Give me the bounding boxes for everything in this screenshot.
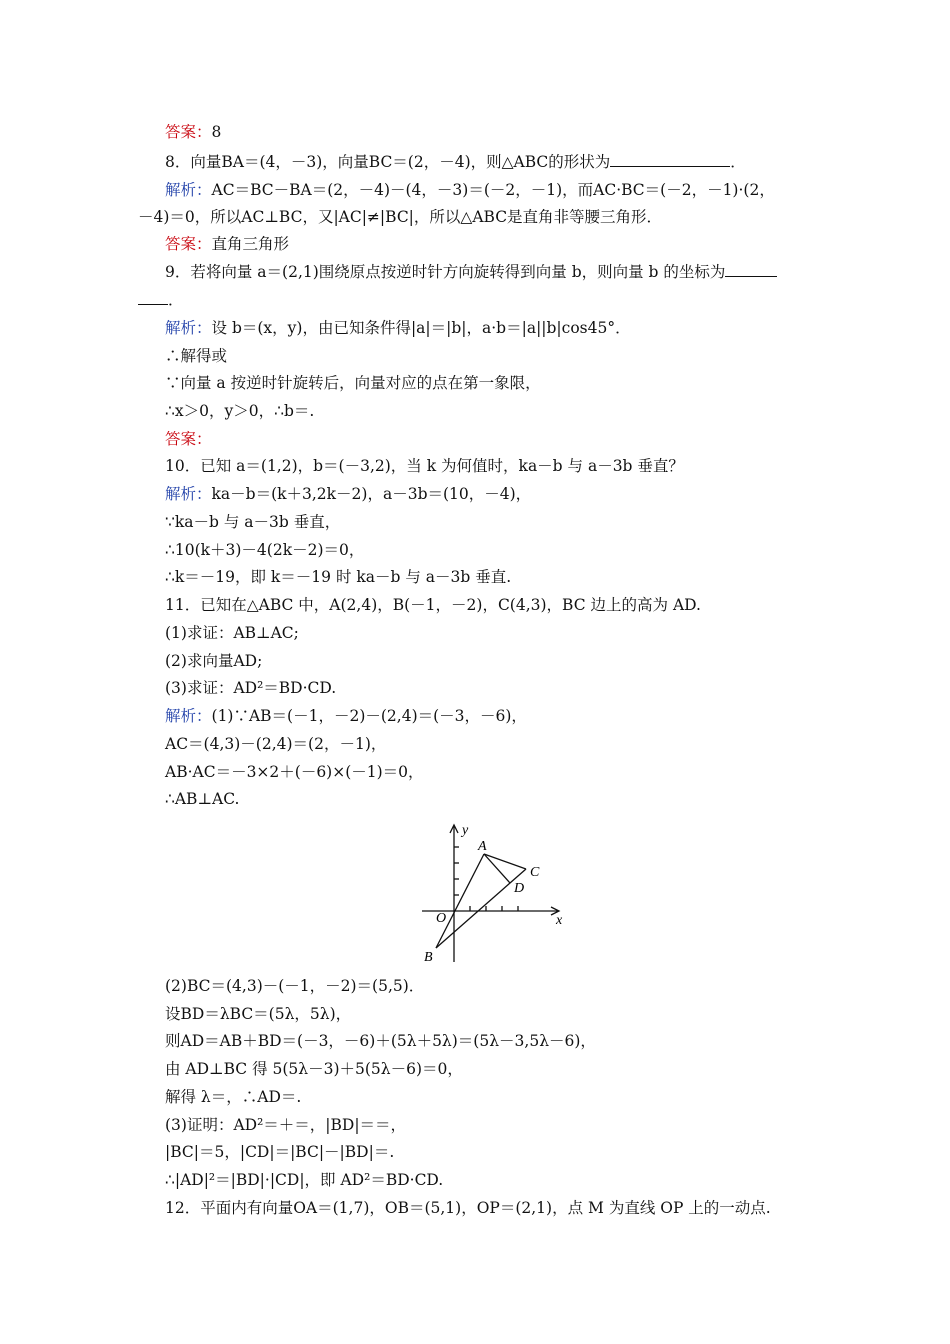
line-text: 12．平面内有向量OA＝(1,7)，OB＝(5,1)，OP＝(2,1)，点 M 为直线 OP 上的一动点. bbox=[165, 1199, 771, 1217]
line-text: ∴10(k＋3)－4(2k－2)＝0， bbox=[165, 541, 365, 559]
text-line bbox=[165, 122, 221, 142]
text-line bbox=[165, 595, 701, 615]
text-line bbox=[165, 976, 424, 996]
label-o: O bbox=[436, 911, 447, 926]
text-line bbox=[165, 1059, 463, 1079]
text-line bbox=[165, 762, 424, 782]
text-line bbox=[138, 207, 662, 227]
line-text: ka－b＝(k＋3,2k－2)，a－3b＝(10，－4)， bbox=[211, 485, 532, 503]
line-text: 11．已知在△ABC 中，A(2,4)，B(－1，－2)，C(4,3)，BC 边上的高为 AD. bbox=[165, 596, 701, 614]
triangle-coordinate-figure bbox=[418, 820, 570, 966]
line-text: 由 AD⊥BC 得 5(5λ－3)＋5(5λ－6)＝0， bbox=[165, 1060, 463, 1078]
text-line bbox=[165, 1170, 443, 1190]
line-text: (1)求证：AB⊥AC; bbox=[165, 624, 299, 642]
answer-label: 答案： bbox=[165, 123, 212, 141]
text-line bbox=[165, 1004, 351, 1024]
text-line bbox=[165, 180, 775, 200]
text-line bbox=[165, 706, 527, 726]
line-text: 8 bbox=[211, 123, 222, 141]
line-text: (3)证明：AD²＝＋＝，|BD|＝＝， bbox=[165, 1116, 407, 1134]
text-line bbox=[165, 789, 239, 809]
text-line bbox=[165, 1031, 596, 1051]
answer-label: 答案： bbox=[165, 430, 212, 448]
line-text: 10．已知 a＝(1,2)，b＝(－3,2)，当 k 为何值时，ka－b 与 a－3b 垂直？ bbox=[165, 457, 684, 475]
label-y: y bbox=[462, 823, 469, 838]
line-text: AC＝(4,3)－(2,4)＝(2，－1)， bbox=[165, 735, 387, 753]
line-text: 9．若将向量 a＝(2,1)围绕原点按逆时针方向旋转得到向量 b，则向量 b 的坐标为 bbox=[165, 263, 726, 281]
side-bc bbox=[436, 869, 526, 948]
text-line bbox=[165, 262, 777, 282]
line-text: (2)BC＝(4,3)－(－1，－2)＝(5,5)． bbox=[165, 977, 425, 995]
text-line bbox=[165, 401, 314, 421]
line-text: ∴解得或 bbox=[165, 347, 228, 365]
text-line bbox=[165, 346, 227, 366]
line-text: ∵向量 a 按逆时针旋转后，向量对应的点在第一象限， bbox=[165, 374, 541, 392]
label-d: D bbox=[514, 881, 525, 896]
text-line bbox=[165, 152, 746, 172]
text-line bbox=[165, 651, 262, 671]
line-text: (1)∵AB＝(－1，－2)－(2,4)＝(－3，－6)， bbox=[211, 707, 527, 725]
answer-blank bbox=[725, 262, 777, 277]
analysis-label: 解析： bbox=[165, 181, 212, 199]
text-line bbox=[165, 1087, 301, 1107]
line-text: (3)求证：AD²＝BD·CD. bbox=[165, 679, 337, 697]
figure-svg bbox=[418, 820, 570, 966]
line-text: ∵ka－b 与 a－3b 垂直， bbox=[165, 513, 341, 531]
line-text: 则AD＝AB＋BD＝(－3，－6)＋(5λ＋5λ)＝(5λ－3,5λ－6)， bbox=[165, 1032, 596, 1050]
line-text: ． bbox=[730, 153, 746, 171]
text-line bbox=[165, 734, 386, 754]
label-c: C bbox=[530, 865, 540, 880]
label-a: A bbox=[478, 839, 487, 854]
text-line bbox=[165, 678, 336, 698]
line-text: 设 b＝(x，y)，由已知条件得|a|＝|b|，a·b＝|a||b|cos45°． bbox=[211, 319, 631, 337]
line-text: AC＝BC－BA＝(2，－4)－(4，－3)＝(－2，－1)，而AC·BC＝(－2，－1)·(2， bbox=[211, 181, 775, 199]
text-line bbox=[165, 1115, 406, 1135]
line-text: ∴k＝－19，即 k＝－19 时 ka－b 与 a－3b 垂直. bbox=[165, 568, 512, 586]
text-line bbox=[165, 567, 511, 587]
side-ab bbox=[436, 854, 484, 948]
analysis-label: 解析： bbox=[165, 707, 212, 725]
answer-label: 答案： bbox=[165, 235, 212, 253]
text-line bbox=[165, 540, 364, 560]
text-line bbox=[165, 1198, 771, 1218]
text-line bbox=[138, 290, 184, 310]
text-line bbox=[165, 1142, 394, 1162]
line-text: ． bbox=[168, 291, 184, 309]
text-line bbox=[165, 429, 212, 449]
line-text: AB·AC＝－3×2＋(－6)×(－1)＝0， bbox=[165, 763, 424, 781]
line-text: ∴x＞0，y＞0，∴b＝. bbox=[165, 402, 315, 420]
text-line bbox=[165, 484, 531, 504]
text-line bbox=[165, 318, 631, 338]
text-line bbox=[165, 623, 299, 643]
line-text: －4)＝0，所以AC⊥BC，又|AC|≠|BC|，所以△ABC是直角非等腰三角形． bbox=[138, 208, 663, 226]
line-text: 直角三角形 bbox=[211, 235, 290, 253]
line-text: 设BD＝λBC＝(5λ，5λ)， bbox=[165, 1005, 352, 1023]
text-line bbox=[165, 234, 289, 254]
line-text: 解得 λ＝，∴AD＝. bbox=[165, 1088, 302, 1106]
line-text: ∴|AD|²＝|BD|·|CD|，即 AD²＝BD·CD. bbox=[165, 1171, 444, 1189]
label-b: B bbox=[424, 950, 433, 965]
text-line bbox=[165, 373, 541, 393]
line-text: (2)求向量AD; bbox=[165, 652, 263, 670]
label-x: x bbox=[556, 913, 563, 928]
text-line bbox=[165, 456, 684, 476]
analysis-label: 解析： bbox=[165, 319, 212, 337]
line-text: |BC|＝5，|CD|＝|BC|－|BD|＝. bbox=[165, 1143, 395, 1161]
line-text: ∴AB⊥AC. bbox=[165, 790, 240, 808]
answer-blank bbox=[138, 290, 168, 305]
text-line bbox=[165, 512, 340, 532]
line-text: 8．向量BA＝(4，－3)，向量BC＝(2，－4)，则△ABC的形状为 bbox=[165, 153, 611, 171]
answer-blank bbox=[610, 152, 730, 167]
analysis-label: 解析： bbox=[165, 485, 212, 503]
